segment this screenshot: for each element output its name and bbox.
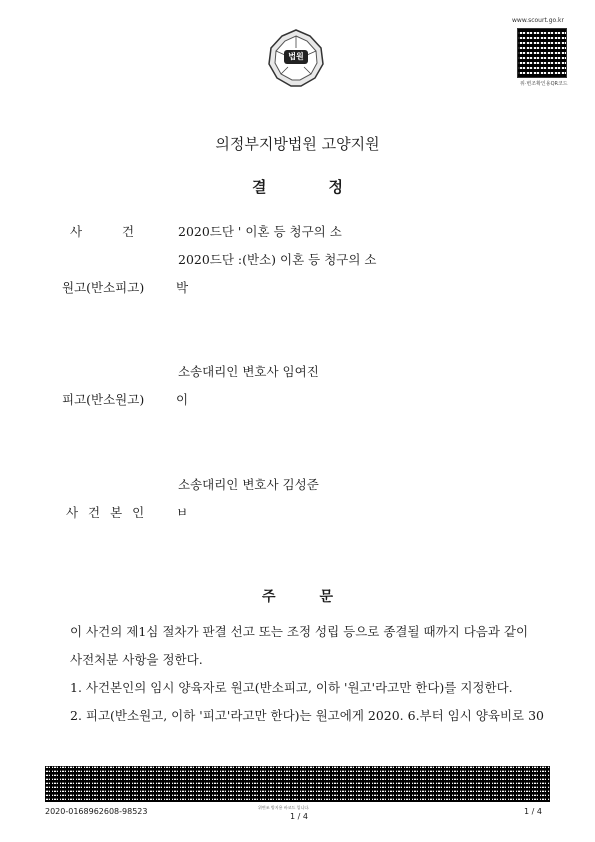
plaintiff-label: 원고(반소피고) — [62, 280, 145, 295]
center-page-number: 1 / 4 — [290, 812, 308, 821]
qr-caption: 위·변조확인용QR코드 — [520, 81, 568, 87]
order-line-1: 이 사건의 제1심 절차가 판결 선고 또는 조정 성립 등으로 종결될 때까지 다음과 같이 — [70, 624, 529, 639]
defendant-agent: 소송대리인 변호사 김성준 — [178, 477, 319, 492]
principal-name: ㅂ — [176, 505, 189, 520]
principal-label: 사 건 본 인 — [66, 505, 148, 520]
defendant-name: 이 — [176, 392, 189, 407]
case-label-1: 사 — [70, 224, 83, 239]
seal-text: 법원 — [288, 52, 304, 61]
case-line-2: 2020드단 :(반소) 이혼 등 청구의 소 — [178, 252, 377, 267]
document-code: 2020-0168962608-98523 — [45, 807, 148, 816]
case-label-2: 건 — [122, 224, 135, 239]
plaintiff-agent: 소송대리인 변호사 임여진 — [178, 364, 319, 379]
defendant-label: 피고(반소원고) — [62, 392, 145, 407]
barcode-note: 위변조 방지용 바코드 입니다. — [258, 805, 310, 810]
order-line-2: 사전처분 사항을 정한다. — [70, 652, 203, 667]
verification-qr-code — [517, 28, 567, 78]
verify-url: www.scourt.go.kr — [512, 17, 564, 24]
order-line-4: 2. 피고(반소원고, 이하 '피고'라고만 한다)는 원고에게 2020. 6.부터 임시 양육비로 30 — [70, 708, 544, 723]
anti-forgery-barcode — [45, 766, 550, 802]
court-name: 의정부지방법원 고양지원 — [215, 135, 380, 153]
plaintiff-name: 박 — [176, 280, 189, 295]
order-title: 주문 — [261, 589, 378, 605]
case-line-1: 2020드단 ' 이혼 등 청구의 소 — [178, 224, 342, 239]
order-line-3: 1. 사건본인의 임시 양육자로 원고(반소피고, 이하 '원고'라고만 한다)를 지정한다. — [70, 680, 513, 695]
document-title: 결정 — [252, 178, 405, 196]
page-number: 1 / 4 — [524, 807, 542, 816]
